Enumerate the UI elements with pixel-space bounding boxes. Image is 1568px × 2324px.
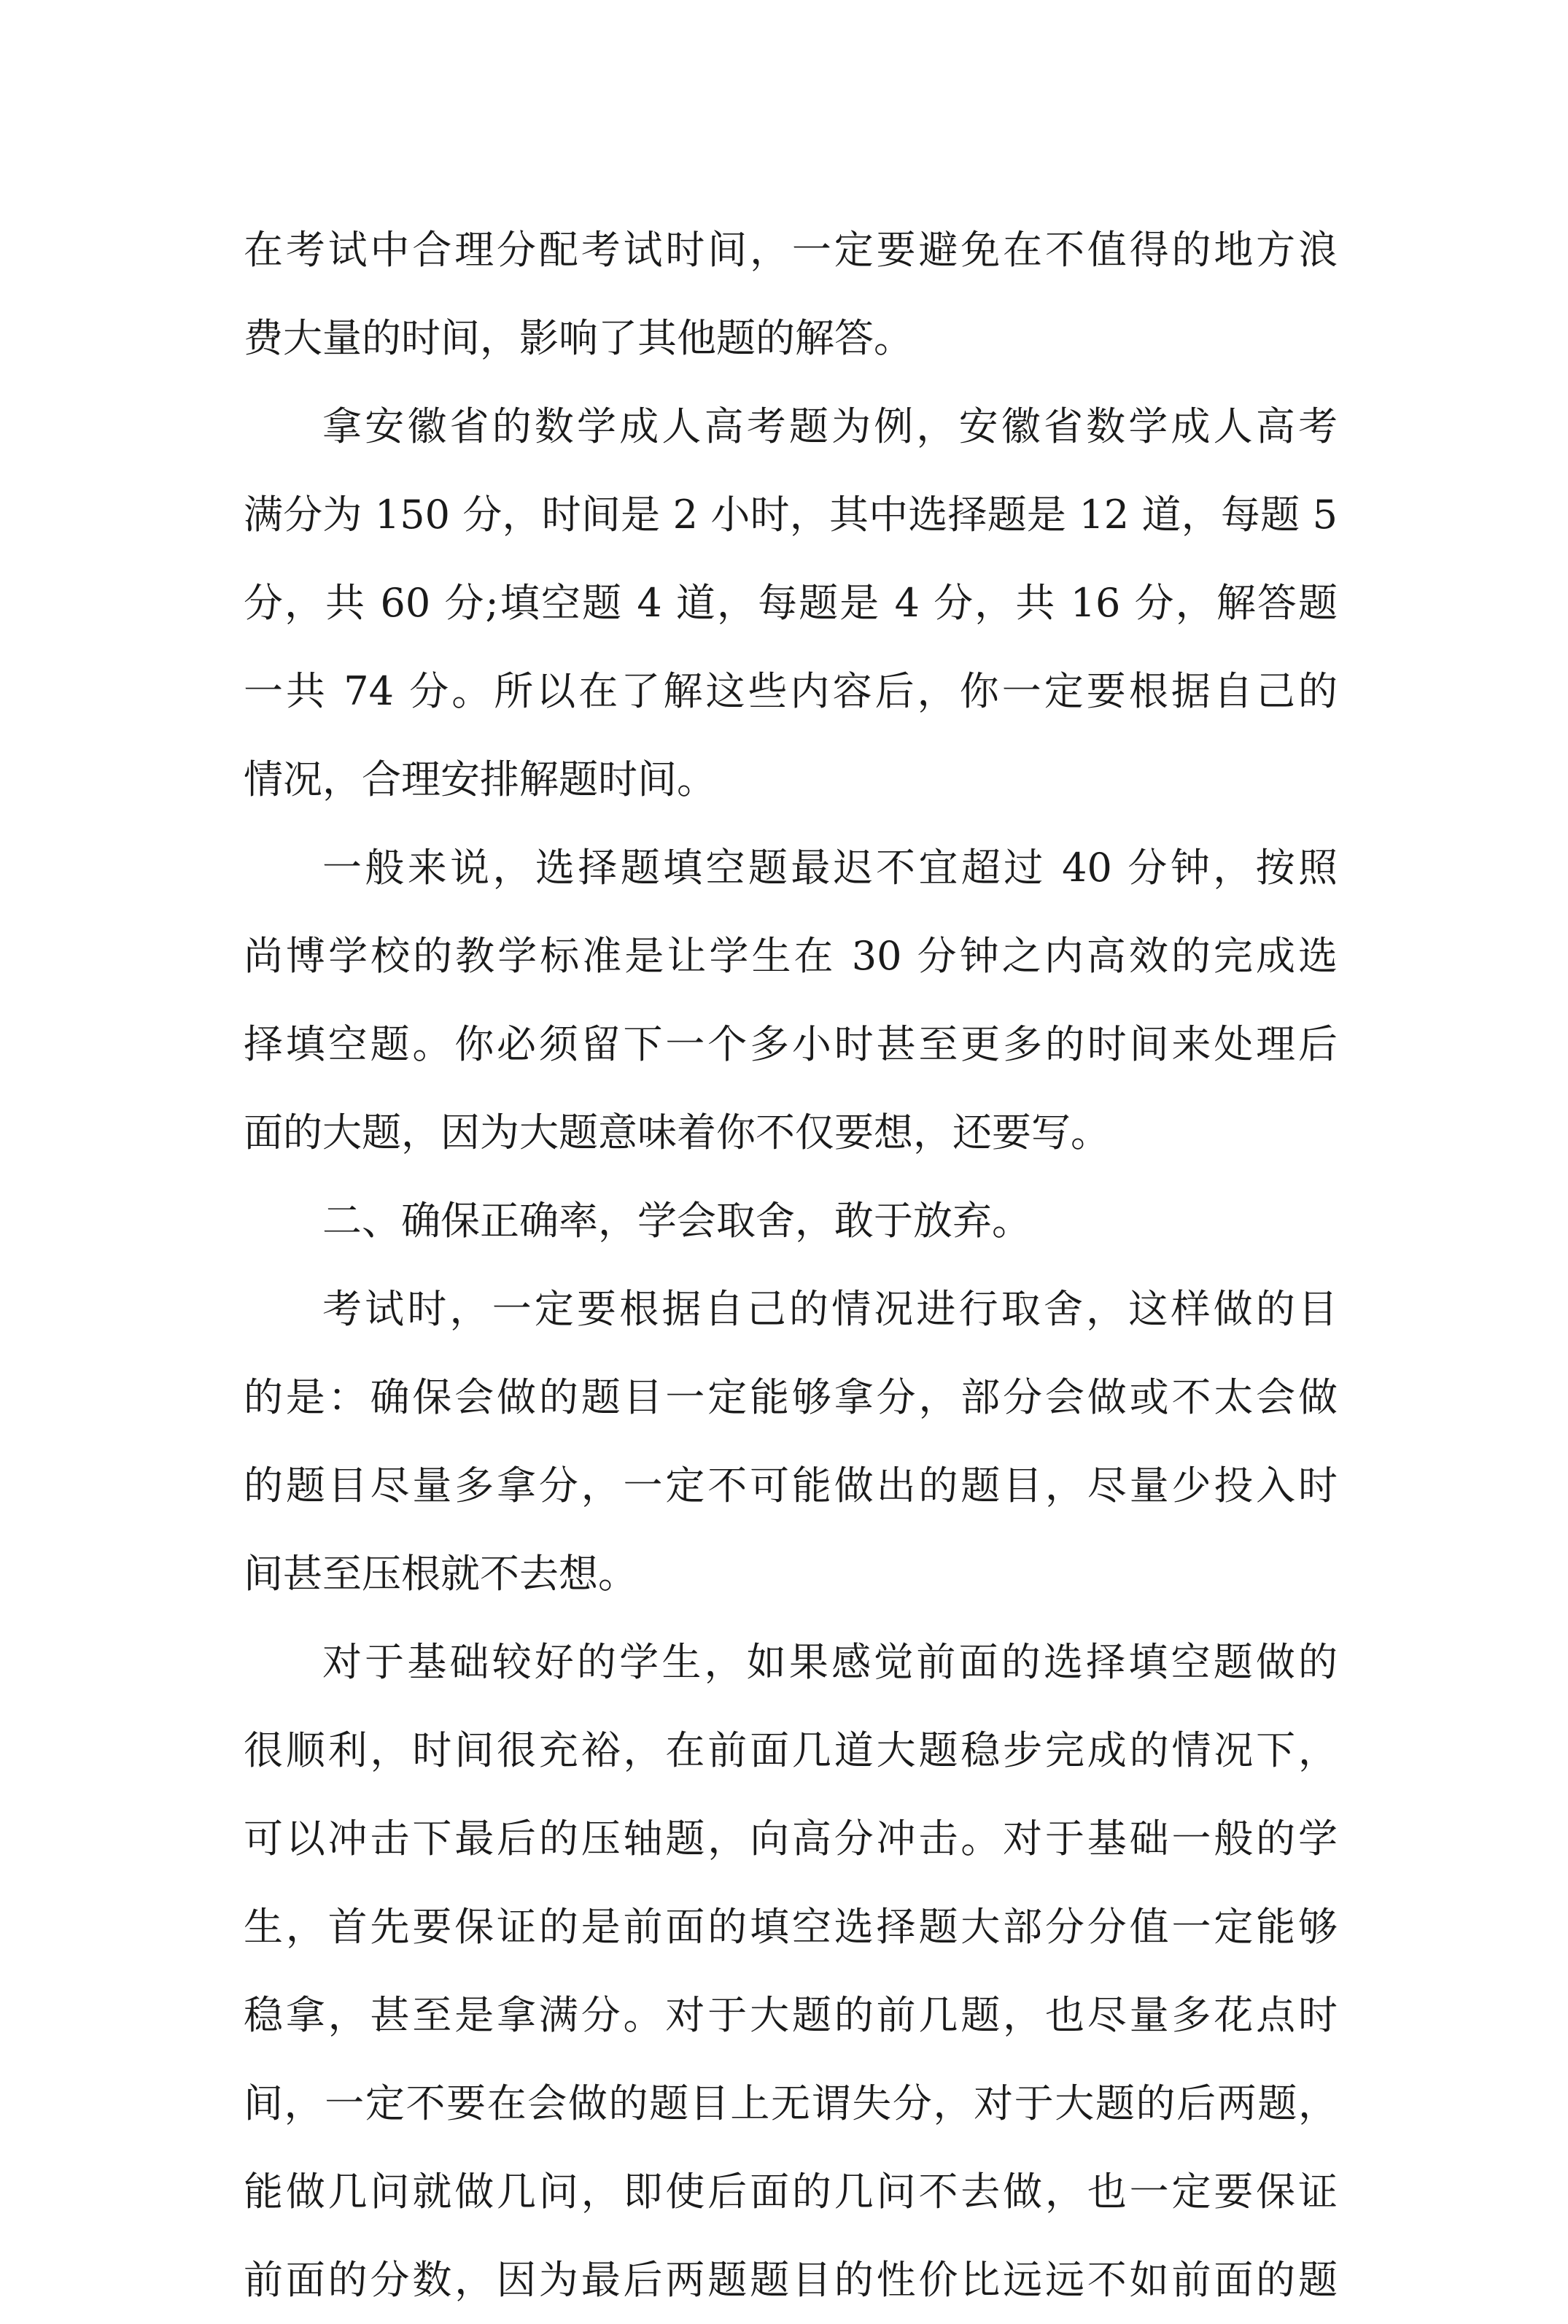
text-line: 一般来说，选择题填空题最迟不宜超过 40 分钟，按照 [322, 845, 1338, 891]
text-line: 二、确保正确率，学会取舍，敢于放弃。 [322, 1198, 1031, 1244]
section-heading [244, 1177, 1338, 1265]
document-body [244, 206, 1338, 2324]
paragraph [244, 1265, 1338, 1618]
text-line: 的是：确保会做的题目一定能够拿分，部分会做或不太会做 [244, 1374, 1338, 1420]
paragraph [244, 382, 1338, 824]
text-line: 面的大题，因为大题意味着你不仅要想，还要写。 [244, 1109, 1110, 1155]
text-line: 分，共 60 分;填空题 4 道，每题是 4 分，共 16 分，解答题 [244, 580, 1338, 626]
text-line: 拿安徽省的数学成人高考题为例，安徽省数学成人高考 [322, 403, 1338, 449]
text-line: 考试时，一定要根据自己的情况进行取舍，这样做的目 [322, 1286, 1338, 1332]
text-line: 对于基础较好的学生，如果感觉前面的选择填空题做的 [322, 1639, 1338, 1685]
text-line: 生，首先要保证的是前面的填空选择题大部分分值一定能够 [244, 1904, 1338, 1950]
paragraph [244, 206, 1338, 382]
text-line: 前面的分数，因为最后两题题目的性价比远远不如前面的题 [244, 2257, 1338, 2303]
text-line: 间甚至压根就不去想。 [244, 1551, 637, 1597]
text-line: 的题目尽量多拿分，一定不可能做出的题目，尽量少投入时 [244, 1463, 1338, 1508]
text-line: 间，一定不要在会做的题目上无谓失分，对于大题的后两题， [244, 2080, 1338, 2126]
paragraph [244, 824, 1338, 1177]
text-line: 能做几问就做几问，即使后面的几问不去做，也一定要保证 [244, 2169, 1338, 2215]
text-line: 一共 74 分。所以在了解这些内容后，你一定要根据自己的 [244, 668, 1338, 714]
text-line: 择填空题。你必须留下一个多小时甚至更多的时间来处理后 [244, 1021, 1338, 1067]
text-line: 情况，合理安排解题时间。 [244, 756, 716, 802]
text-line: 在考试中合理分配考试时间，一定要避免在不值得的地方浪 [244, 227, 1338, 273]
text-line: 满分为 150 分，时间是 2 小时，其中选择题是 12 道，每题 5 [244, 492, 1338, 538]
text-line: 稳拿，甚至是拿满分。对于大题的前几题，也尽量多花点时 [244, 1992, 1338, 2038]
text-line: 尚博学校的教学标准是让学生在 30 分钟之内高效的完成选 [244, 933, 1338, 979]
text-line: 费大量的时间，影响了其他题的解答。 [244, 315, 913, 361]
text-line: 可以冲击下最后的压轴题，向高分冲击。对于基础一般的学 [244, 1816, 1338, 1862]
text-line: 很顺利，时间很充裕，在前面几道大题稳步完成的情况下， [244, 1727, 1338, 1773]
